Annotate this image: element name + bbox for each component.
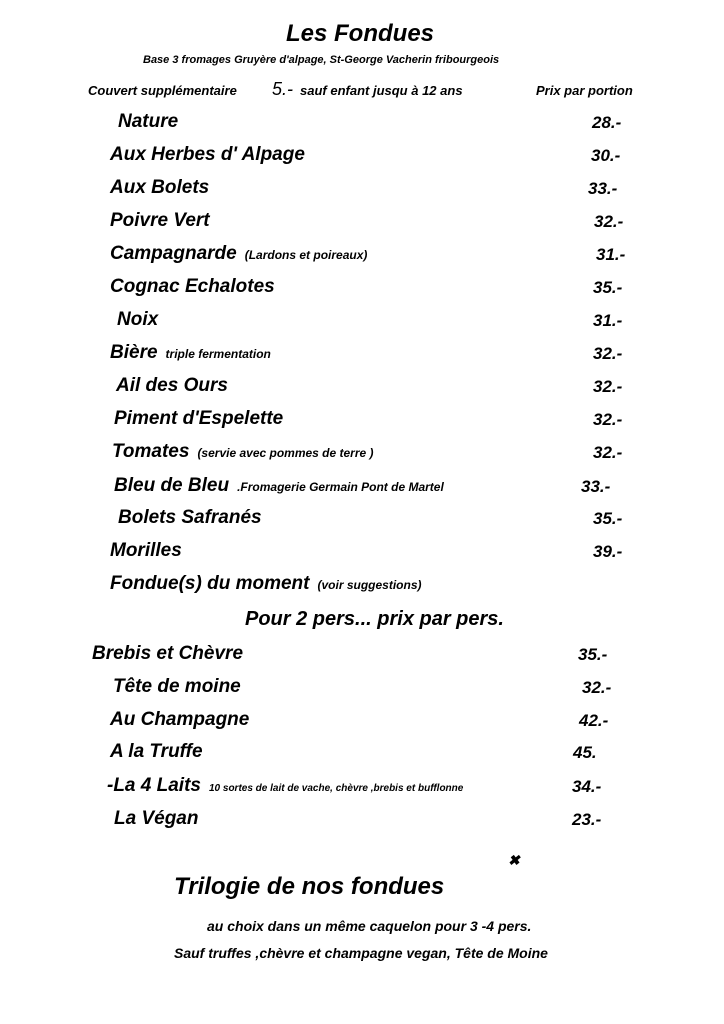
extra-cover-label: Couvert supplémentaire bbox=[88, 83, 237, 98]
item-name-text: -La 4 Laits bbox=[107, 775, 201, 796]
item-name bbox=[110, 145, 313, 164]
item-name bbox=[107, 776, 463, 795]
item-price: 34.- bbox=[572, 777, 602, 796]
item-name-text: Fondue(s) du moment bbox=[110, 573, 310, 594]
item-price: 45. bbox=[573, 743, 597, 762]
item-name bbox=[114, 809, 206, 828]
item-name-text: Piment d'Espelette bbox=[114, 408, 284, 429]
item-note: 10 sortes de lait de vache, chèvre ,brebis et bufflonne bbox=[208, 783, 464, 794]
trilogie-title: Trilogie de nos fondues bbox=[174, 873, 445, 900]
item-price: 35.- bbox=[593, 509, 623, 528]
item-name bbox=[112, 442, 374, 461]
extra-cover-note: sauf enfant jusqu à 12 ans bbox=[300, 83, 463, 98]
item-name bbox=[110, 742, 211, 761]
duo-heading: Pour 2 pers... prix par pers. bbox=[245, 608, 504, 630]
item-price: 32.- bbox=[593, 344, 623, 363]
page-title: Les Fondues bbox=[286, 20, 435, 47]
item-note: (Lardons et poireaux) bbox=[244, 248, 368, 262]
item-name-text: Au Champagne bbox=[110, 709, 250, 730]
item-name-text: Bleu de Bleu bbox=[114, 475, 230, 496]
item-price: 35.- bbox=[593, 278, 623, 297]
item-name bbox=[110, 343, 271, 362]
item-note: (servie avec pommes de terre ) bbox=[197, 446, 374, 460]
item-name-text: Tête de moine bbox=[113, 676, 241, 697]
item-name bbox=[110, 541, 190, 560]
item-name-text: Brebis et Chèvre bbox=[92, 643, 244, 664]
item-name-text: Nature bbox=[118, 111, 179, 132]
item-name bbox=[110, 710, 257, 729]
item-name-text: Noix bbox=[117, 309, 159, 330]
item-name bbox=[116, 376, 236, 395]
item-name-text: La Végan bbox=[114, 808, 199, 829]
item-price: 32.- bbox=[582, 678, 612, 697]
item-price: 31.- bbox=[593, 311, 623, 330]
item-name-text: Cognac Echalotes bbox=[110, 276, 275, 297]
item-name-text: Aux Herbes d' Alpage bbox=[110, 144, 305, 165]
item-name bbox=[110, 574, 422, 593]
item-name bbox=[92, 644, 251, 663]
item-name bbox=[110, 211, 218, 230]
star-icon: ✖ bbox=[508, 852, 520, 868]
item-name-text: Morilles bbox=[110, 540, 182, 561]
item-name bbox=[117, 310, 166, 329]
base-cheeses: Base 3 fromages Gruyère d'alpage, St-George Vacherin fribourgeois bbox=[143, 54, 500, 66]
item-name-text: Aux Bolets bbox=[110, 177, 210, 198]
trilogie-line-1: au choix dans un même caquelon pour 3 -4 pers. bbox=[207, 918, 532, 934]
item-price: 33.- bbox=[581, 477, 611, 496]
item-price: 32.- bbox=[593, 410, 623, 429]
item-price: 42.- bbox=[579, 711, 609, 730]
item-name bbox=[118, 508, 270, 527]
item-name bbox=[113, 677, 249, 696]
item-note: triple fermentation bbox=[165, 347, 271, 361]
item-name-text: Bolets Safranés bbox=[118, 507, 262, 528]
item-price: 31.- bbox=[596, 245, 626, 264]
item-name bbox=[114, 409, 291, 428]
item-price: 28.- bbox=[592, 113, 622, 132]
item-price: 32.- bbox=[594, 212, 624, 231]
item-price: 39.- bbox=[593, 542, 623, 561]
price-header: Prix par portion bbox=[536, 83, 633, 98]
item-name-text: Ail des Ours bbox=[116, 375, 228, 396]
item-note: .Fromagerie Germain Pont de Martel bbox=[237, 480, 444, 494]
item-name bbox=[118, 112, 186, 131]
item-price: 33.- bbox=[588, 179, 618, 198]
item-name bbox=[110, 244, 367, 263]
trilogie-line-2: Sauf truffes ,chèvre et champagne vegan, Tête de Moine bbox=[174, 945, 548, 961]
item-name-text: A la Truffe bbox=[110, 741, 203, 762]
item-price: 35.- bbox=[578, 645, 608, 664]
item-name-text: Poivre Vert bbox=[110, 210, 210, 231]
item-note: (voir suggestions) bbox=[317, 578, 422, 592]
item-name-text: Campagnarde bbox=[110, 243, 237, 264]
item-price: 32.- bbox=[593, 377, 623, 396]
item-price: 32.- bbox=[593, 443, 623, 462]
extra-cover-price: 5.- bbox=[272, 79, 294, 99]
item-price: 23.- bbox=[572, 810, 602, 829]
item-name bbox=[110, 277, 283, 296]
item-name bbox=[110, 178, 217, 197]
item-name-text: Bière bbox=[110, 342, 158, 363]
item-name bbox=[114, 476, 444, 495]
item-name-text: Tomates bbox=[112, 441, 190, 462]
item-price: 30.- bbox=[591, 146, 621, 165]
